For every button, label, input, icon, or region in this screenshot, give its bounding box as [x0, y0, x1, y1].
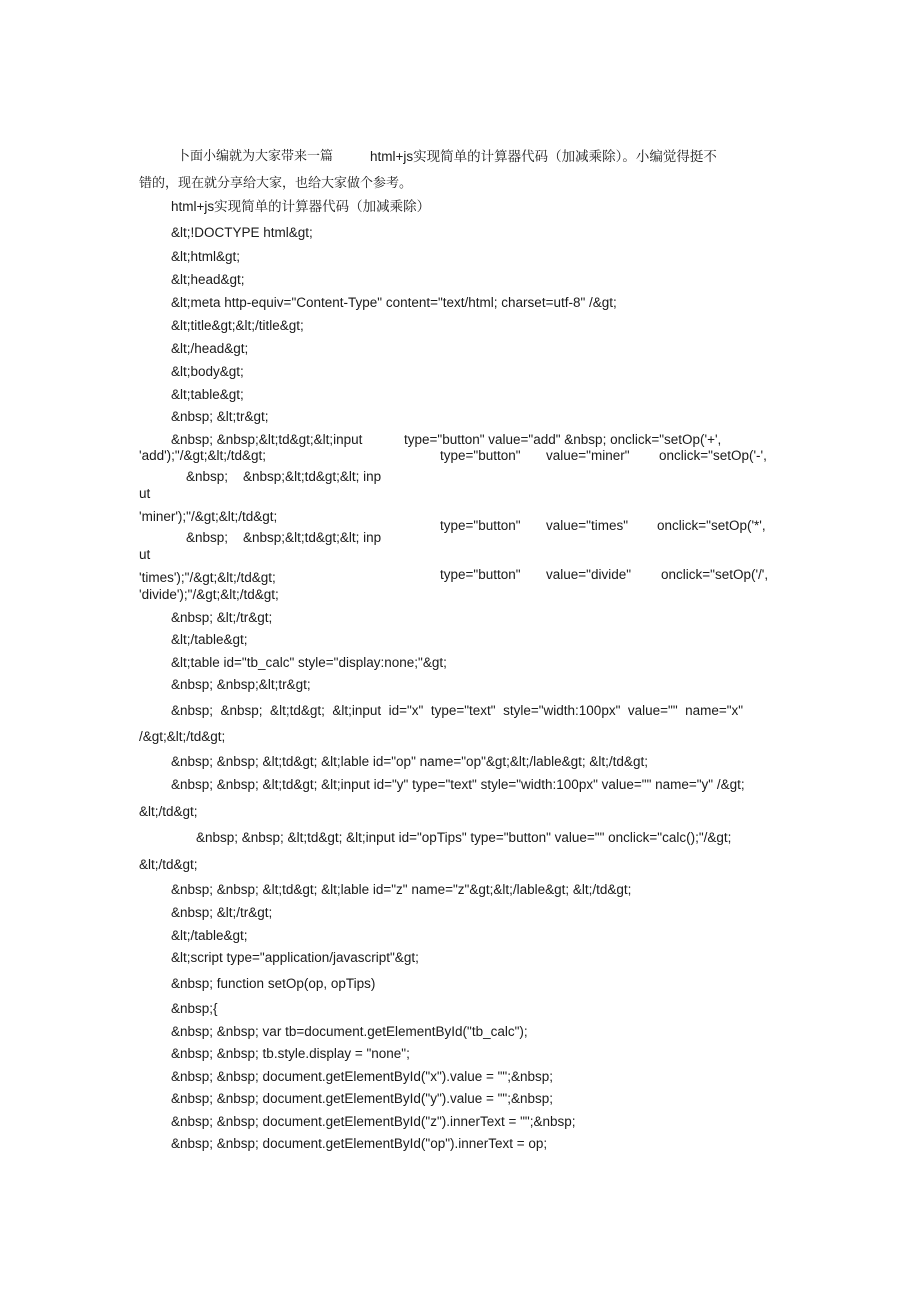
code-line: &nbsp; &nbsp; document.getElementById("y").value = "";&nbsp; [171, 1091, 554, 1106]
intro-line-1a: 卜面小编就为大家带来一篇 [177, 149, 334, 164]
code-line: &nbsp; function setOp(op, opTips) [171, 976, 376, 991]
code-line: &nbsp;{ [171, 1001, 218, 1016]
code-line: &nbsp; &nbsp; &lt;td&gt; &lt;input id="x" type="text" style="width:100px" value="" name="x" [171, 703, 744, 718]
code-line: &lt;head&gt; [171, 272, 245, 287]
code-line: &lt;body&gt; [171, 364, 244, 379]
code-line: /&gt;&lt;/td&gt; [139, 729, 226, 744]
code-line: 'miner');"/&gt;&lt;/td&gt; [139, 509, 278, 524]
code-fragment: type="button" [440, 518, 521, 533]
code-fragment: value="miner" [546, 448, 630, 463]
code-line: &nbsp; &nbsp; &lt;td&gt; &lt;lable id="z" name="z"&gt;&lt;/lable&gt; &lt;/td&gt; [171, 882, 632, 897]
code-line: &nbsp; &nbsp;&lt;td&gt;&lt;input [171, 432, 363, 447]
code-fragment: type="button" [440, 567, 521, 582]
code-line: 'add');"/&gt;&lt;/td&gt; [139, 448, 267, 463]
code-line: &nbsp; &lt;tr&gt; [171, 409, 269, 424]
code-fragment: value="times" [546, 518, 628, 533]
code-line: &lt;table id="tb_calc" style="display:none;"&gt; [171, 655, 447, 670]
code-line: &lt;!DOCTYPE html&gt; [171, 225, 313, 240]
code-line: 'divide');"/&gt;&lt;/td&gt; [139, 587, 279, 602]
code-line: &lt;/table&gt; [171, 632, 248, 647]
code-line: &lt;meta http-equiv="Content-Type" content="text/html; charset=utf-8" /&gt; [171, 295, 617, 310]
code-fragment: onclick="setOp('*', [657, 518, 766, 533]
code-line: &nbsp; &nbsp;&lt;td&gt;&lt; inp [186, 530, 382, 545]
code-line: &lt;table&gt; [171, 387, 244, 402]
code-line: &lt;html&gt; [171, 249, 241, 264]
code-line: &nbsp; &nbsp; document.getElementById("op").innerText = op; [171, 1136, 548, 1151]
code-fragment: onclick="setOp('-', [659, 448, 767, 463]
code-line: &nbsp; &lt;/tr&gt; [171, 905, 273, 920]
code-line: &nbsp; &nbsp; tb.style.display = "none"; [171, 1046, 410, 1061]
code-line: &nbsp; &nbsp; document.getElementById("x").value = "";&nbsp; [171, 1069, 554, 1084]
code-line: &lt;/head&gt; [171, 341, 249, 356]
code-line: &nbsp; &nbsp; &lt;td&gt; &lt;input id="opTips" type="button" value="" onclick="calc();"/&gt; [196, 830, 732, 845]
code-line: ut [139, 486, 151, 501]
code-line: &nbsp; &nbsp;&lt;td&gt;&lt; inp [186, 469, 382, 484]
code-fragment: value="divide" [546, 567, 632, 582]
intro-line-1b: html+js实现简单的计算器代码（加减乘除）。小编觉得挺不 [370, 149, 717, 164]
code-fragment: onclick="setOp('/', [661, 567, 769, 582]
code-line: &lt;/td&gt; [139, 857, 198, 872]
code-line: &lt;/td&gt; [139, 804, 198, 819]
code-line: &lt;/table&gt; [171, 928, 248, 943]
code-line: &nbsp; &nbsp;&lt;tr&gt; [171, 677, 311, 692]
code-line: &nbsp; &nbsp; var tb=document.getElementById("tb_calc"); [171, 1024, 528, 1039]
code-line: 'times');"/&gt;&lt;/td&gt; [139, 570, 276, 585]
code-line: &nbsp; &lt;/tr&gt; [171, 610, 273, 625]
code-line: &nbsp; &nbsp; document.getElementById("z").innerText = "";&nbsp; [171, 1114, 576, 1129]
article-heading: html+js实现简单的计算器代码（加减乘除） [171, 199, 431, 214]
code-line: &lt;script type="application/javascript"&gt; [171, 950, 419, 965]
code-line: &nbsp; &nbsp; &lt;td&gt; &lt;lable id="op" name="op"&gt;&lt;/lable&gt; &lt;/td&gt; [171, 754, 648, 769]
code-line: &nbsp; &nbsp; &lt;td&gt; &lt;input id="y" type="text" style="width:100px" value="" name="y" /&gt; [171, 777, 745, 792]
intro-line-2: 错的，现在就分享给大家，也给大家做个参考。 [139, 176, 413, 191]
code-line: ut [139, 547, 151, 562]
code-fragment: type="button" [440, 448, 521, 463]
code-line: &lt;title&gt;&lt;/title&gt; [171, 318, 304, 333]
code-line: type="button" value="add" &nbsp; onclick="setOp('+', [404, 432, 722, 447]
